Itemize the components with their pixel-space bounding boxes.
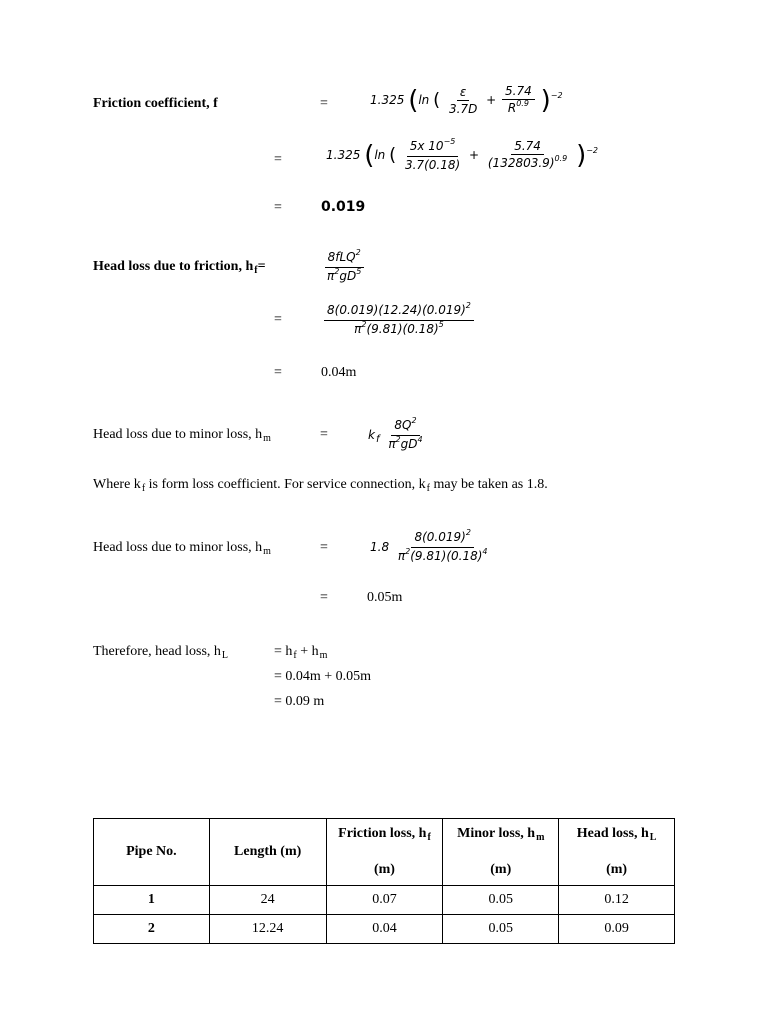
headloss-friction-formula: $\frac{8fLQ^2}{\pi^2gD^5}$	[322, 250, 366, 285]
cell-length: 24	[209, 886, 326, 915]
total-headloss-label: Therefore, head loss, $h_L$	[93, 644, 229, 661]
table-row	[94, 915, 675, 944]
equals-sign: =	[320, 427, 328, 442]
cell-head-loss: 0.09	[559, 915, 675, 944]
cell-minor-loss: 0.05	[443, 886, 559, 915]
form-loss-note: Where $k_f$ is form loss coefficient. For service connection, $k_f$ may be taken as 1.8.	[93, 477, 548, 494]
equals-sign: =	[274, 312, 282, 327]
friction-coefficient-label: Friction coefficient, f	[93, 96, 218, 111]
cell-head-loss: 0.12	[559, 886, 675, 915]
headloss-friction-substituted: $\frac{8(0.019)(12.24)(0.019)^2}{\pi^2(9.81)(0.18)^5}$	[322, 303, 476, 338]
cell-friction-loss: 0.04	[326, 915, 443, 944]
friction-formula: 1.325 (ln ( $\frac{\varepsilon}{3.7D}$ + $\frac{5.74}{R^{0.9}}$ )$^{-2}$	[370, 84, 563, 116]
header-pipe-no: Pipe No.	[94, 819, 210, 886]
headloss-friction-label: Head loss due to friction, $h_f=$	[93, 259, 266, 276]
table-row	[94, 886, 675, 915]
header-friction-loss: Friction loss, $h_f$ (m)	[326, 819, 443, 886]
equals-sign: =	[320, 590, 328, 605]
minor-loss-label: Head loss due to minor loss, $h_m$	[93, 427, 271, 444]
table-header-row	[94, 819, 675, 886]
header-head-loss: Head loss, $h_L$ (m)	[559, 819, 675, 886]
equals-sign: =	[274, 152, 282, 167]
minor-loss-substituted: 1.8 $\frac{8(0.019)^2}{\pi^2(9.81)(0.18)^4}$	[370, 528, 488, 563]
cell-pipe-no: 2	[94, 915, 210, 944]
header-minor-loss: Minor loss, $h_m$ (m)	[443, 819, 559, 886]
equals-sign: =	[320, 96, 328, 111]
total-headloss-line-1: = $h_f + h_m$	[274, 644, 328, 661]
equals-sign: =	[274, 365, 282, 380]
minor-loss-formula: $k_f$ $\frac{8Q^2}{\pi^2gD^4}$	[368, 416, 423, 451]
equals-sign: =	[320, 540, 328, 555]
total-headloss-line-2: = 0.04m + 0.05m	[274, 669, 372, 684]
cell-minor-loss: 0.05	[443, 915, 559, 944]
headloss-friction-result: 0.04m	[321, 365, 357, 380]
header-length: Length (m)	[209, 819, 326, 886]
total-headloss-line-3: = 0.09 m	[274, 694, 325, 709]
friction-formula-substituted: 1.325 (ln ( $\frac{5x 10^{-5}}{3.7(0.18)}$ + $\frac{5.74}{(132803.9)^{0.9}}$ )$^{-2}$	[326, 137, 599, 172]
headloss-summary-table	[93, 818, 675, 944]
equals-sign: =	[274, 200, 282, 215]
friction-result: 0.019	[321, 199, 366, 215]
minor-loss-label: Head loss due to minor loss, $h_m$	[93, 540, 271, 557]
cell-pipe-no: 1	[94, 886, 210, 915]
cell-friction-loss: 0.07	[326, 886, 443, 915]
cell-length: 12.24	[209, 915, 326, 944]
minor-loss-result: 0.05m	[367, 590, 403, 605]
